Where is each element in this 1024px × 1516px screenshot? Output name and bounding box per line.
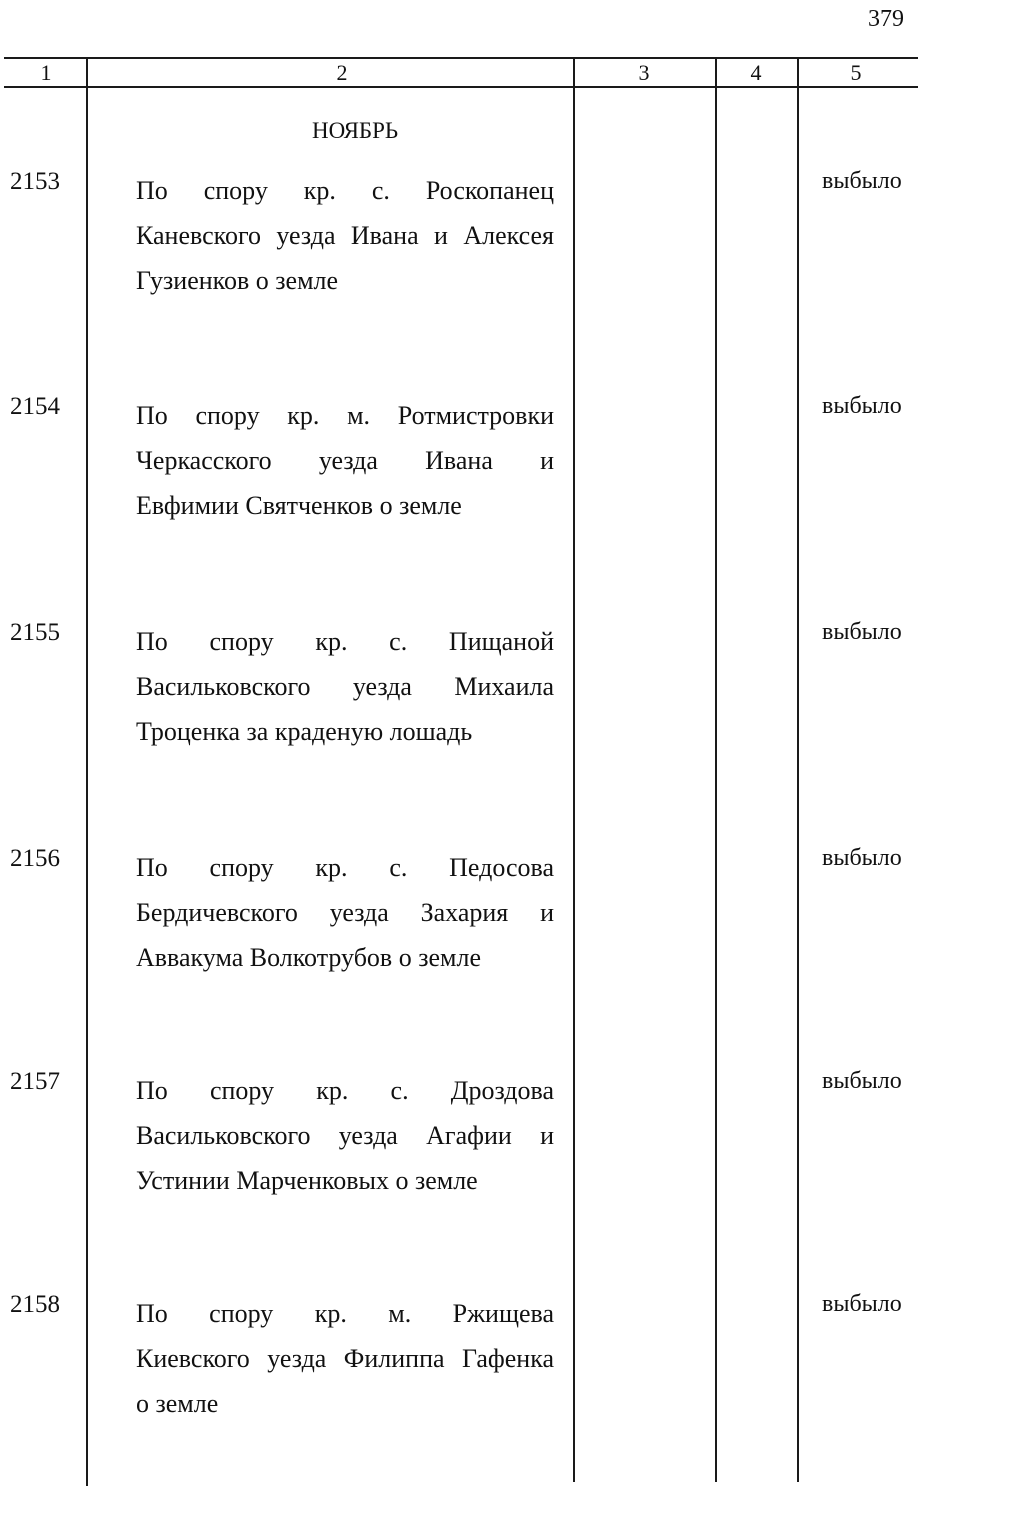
entry-number: 2154 — [10, 393, 60, 420]
entry-status: выбыло — [822, 619, 902, 645]
entry-line: Черкасского уезда Ивана и — [136, 446, 554, 475]
month-heading: НОЯБРЬ — [312, 118, 399, 143]
entry-status: выбыло — [822, 1291, 902, 1317]
entry-description — [136, 619, 554, 754]
entry-line: Киевского уезда Филиппа Гафенка — [136, 1344, 554, 1373]
entry-line: Троценка за краденую лошадь — [136, 717, 473, 746]
entry-status: выбыло — [822, 168, 902, 194]
entry-description — [136, 845, 554, 980]
page-number: 379 — [868, 6, 904, 32]
entry-line: Устинии Марченковых о земле — [136, 1166, 478, 1195]
entry-number: 2156 — [10, 845, 60, 872]
table-row — [0, 393, 1024, 543]
entry-number: 2153 — [10, 168, 60, 195]
entry-line: Аввакума Волкотрубов о земле — [136, 943, 481, 972]
entry-status: выбыло — [822, 1068, 902, 1094]
entry-description — [136, 1291, 554, 1426]
entry-description — [136, 393, 554, 528]
entry-description — [136, 168, 554, 303]
entry-number: 2157 — [10, 1068, 60, 1095]
table-row — [0, 1068, 1024, 1218]
entry-number: 2158 — [10, 1291, 60, 1318]
table-row — [0, 1291, 1024, 1441]
entry-description — [136, 1068, 554, 1203]
table-top-rule — [4, 57, 918, 59]
entry-status: выбыло — [822, 845, 902, 871]
column-header-4: 4 — [750, 60, 762, 85]
entry-status: выбыло — [822, 393, 902, 419]
column-header-3: 3 — [638, 60, 650, 85]
table-row — [0, 619, 1024, 769]
entry-line: Евфимии Святченков о земле — [136, 491, 462, 520]
entry-line: Гузиенков о земле — [136, 266, 339, 295]
entry-line: По спору кр. с. Пищаной — [136, 627, 554, 656]
table-header-rule — [4, 86, 918, 88]
table-row — [0, 168, 1024, 318]
entry-line: По спору кр. с. Педосова — [136, 853, 554, 882]
entry-line: Васильковского уезда Агафии и — [136, 1121, 554, 1150]
column-header-1: 1 — [40, 60, 52, 85]
entry-line: Васильковского уезда Михаила — [136, 672, 554, 701]
entry-line: По спору кр. с. Дроздова — [136, 1076, 554, 1105]
entry-line: о земле — [136, 1389, 219, 1418]
entry-line: По спору кр. с. Роскопанец — [136, 176, 554, 205]
entry-line: Бердичевского уезда Захария и — [136, 898, 554, 927]
entry-line: По спору кр. м. Ржищева — [136, 1299, 554, 1328]
entry-line: По спору кр. м. Ротмистровки — [136, 401, 554, 430]
entry-number: 2155 — [10, 619, 60, 646]
column-header-2: 2 — [336, 60, 348, 85]
column-header-5: 5 — [850, 60, 862, 85]
entry-line: Каневского уезда Ивана и Алексея — [136, 221, 554, 250]
table-row — [0, 845, 1024, 995]
